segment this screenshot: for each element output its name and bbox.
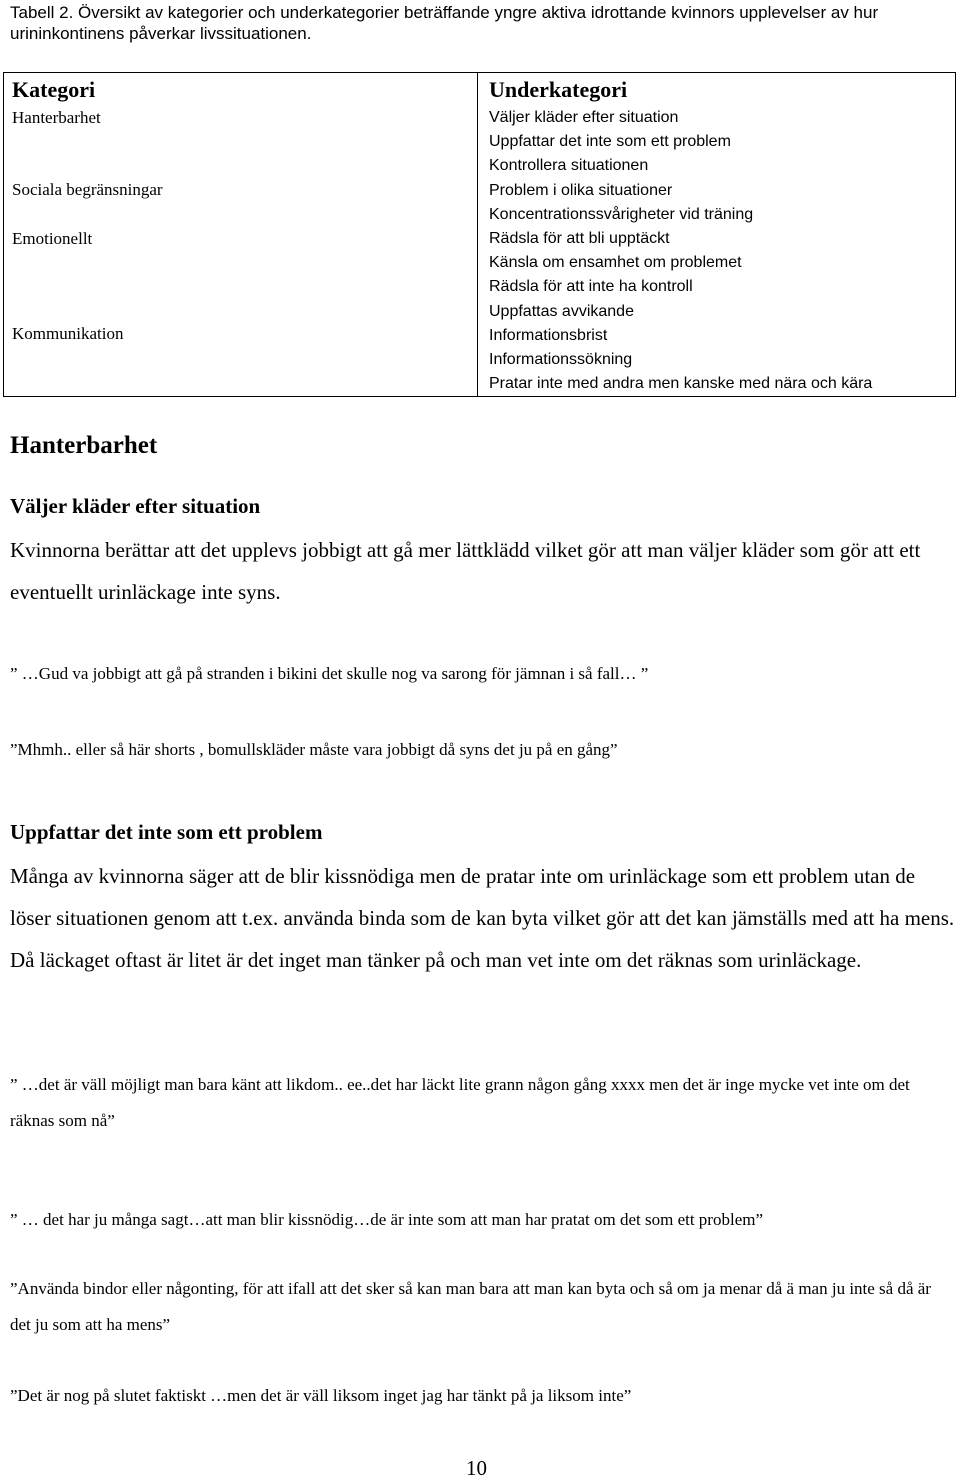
subcategory-item: Kontrollera situationen — [489, 157, 649, 175]
paragraph-1: Kvinnorna berättar att det upplevs jobbigt att gå mer lättklädd vilket gör att man väljer kläder som gör att ett eventuellt urinläckage inte syns. — [10, 538, 921, 604]
category-kommunikation: Kommunikation — [12, 324, 124, 343]
category-emotionellt: Emotionellt — [12, 229, 93, 248]
subsection-heading-2: Uppfattar det inte som ett problem — [10, 820, 323, 844]
quote-2-3: ”Använda bindor eller någonting, för att ifall att det sker så kan man bara att man kan byta och så om ja menar då ä man ju inte så då är det ju som att ha mens” — [10, 1279, 931, 1334]
subcategory-item: Rädsla för att inte ha kontroll — [489, 278, 693, 296]
subcategory-column-header: Underkategori — [489, 77, 628, 102]
quote-2-1: ” …det är väll möjligt man bara känt att likdom.. ee..det har läckt lite grann någon gång xxxx men det är inge mycke vet inte om det räknas som nå” — [10, 1075, 910, 1130]
section-heading: Hanterbarhet — [10, 432, 158, 459]
subcategory-item: Rädsla för att bli upptäckt — [489, 230, 670, 248]
quote-1-1: ” …Gud va jobbigt att gå på stranden i bikini det skulle nog va sarong för jämnan i så fall… ” — [10, 664, 649, 683]
category-column-header: Kategori — [12, 77, 96, 102]
subsection-heading-1: Väljer kläder efter situation — [10, 494, 261, 518]
subcategory-item: Uppfattas avvikande — [489, 302, 634, 320]
quote-2-4: ”Det är nog på slutet faktiskt …men det är väll liksom inget jag har tänkt på ja liksom inte” — [10, 1386, 632, 1405]
table-caption: Tabell 2. Översikt av kategorier och underkategorier beträffande yngre aktiva idrottande kvinnors upplevelser av hur urininkontinens påverkar livssituationen. — [10, 3, 879, 43]
subcategory-item: Väljer kläder efter situation — [489, 109, 679, 126]
subcategory-item: Informationsbrist — [489, 326, 608, 344]
category-hanterbarhet: Hanterbarhet — [12, 108, 101, 127]
quote-1-2: ”Mhmh.. eller så här shorts , bomullskläder måste vara jobbigt då syns det ju på en gång” — [10, 740, 618, 759]
subcategory-item: Känsla om ensamhet om problemet — [489, 254, 742, 272]
category-table — [3, 72, 956, 397]
subcategory-item: Uppfattar det inte som ett problem — [489, 133, 731, 151]
page-number: 10 — [466, 1456, 487, 1480]
subcategory-list — [478, 106, 955, 396]
category-column — [4, 73, 478, 397]
subcategory-column — [478, 73, 956, 397]
subcategory-item: Problem i olika situationer — [489, 181, 673, 199]
paragraph-2: Många av kvinnorna säger att de blir kissnödiga men de pratar inte om urinläckage som ett problem utan de löser situationen genom att t.ex. använda binda som de kan byta vilket gör att det kan jämställs med att ha mens. Då läckaget oftast är litet är det inget man tänker på och man vet inte om det räknas som urinläckage. — [10, 864, 955, 972]
subcategory-item: Informationssökning — [489, 351, 633, 369]
category-sociala-begransningar: Sociala begränsningar — [12, 180, 163, 199]
subcategory-item: Pratar inte med andra men kanske med nära och kära — [489, 375, 873, 393]
subcategory-item: Koncentrationssvårigheter vid träning — [489, 205, 754, 223]
quote-2-2: ” … det har ju många sagt…att man blir kissnödig…de är inte som att man har pratat om det som ett problem” — [10, 1210, 764, 1229]
